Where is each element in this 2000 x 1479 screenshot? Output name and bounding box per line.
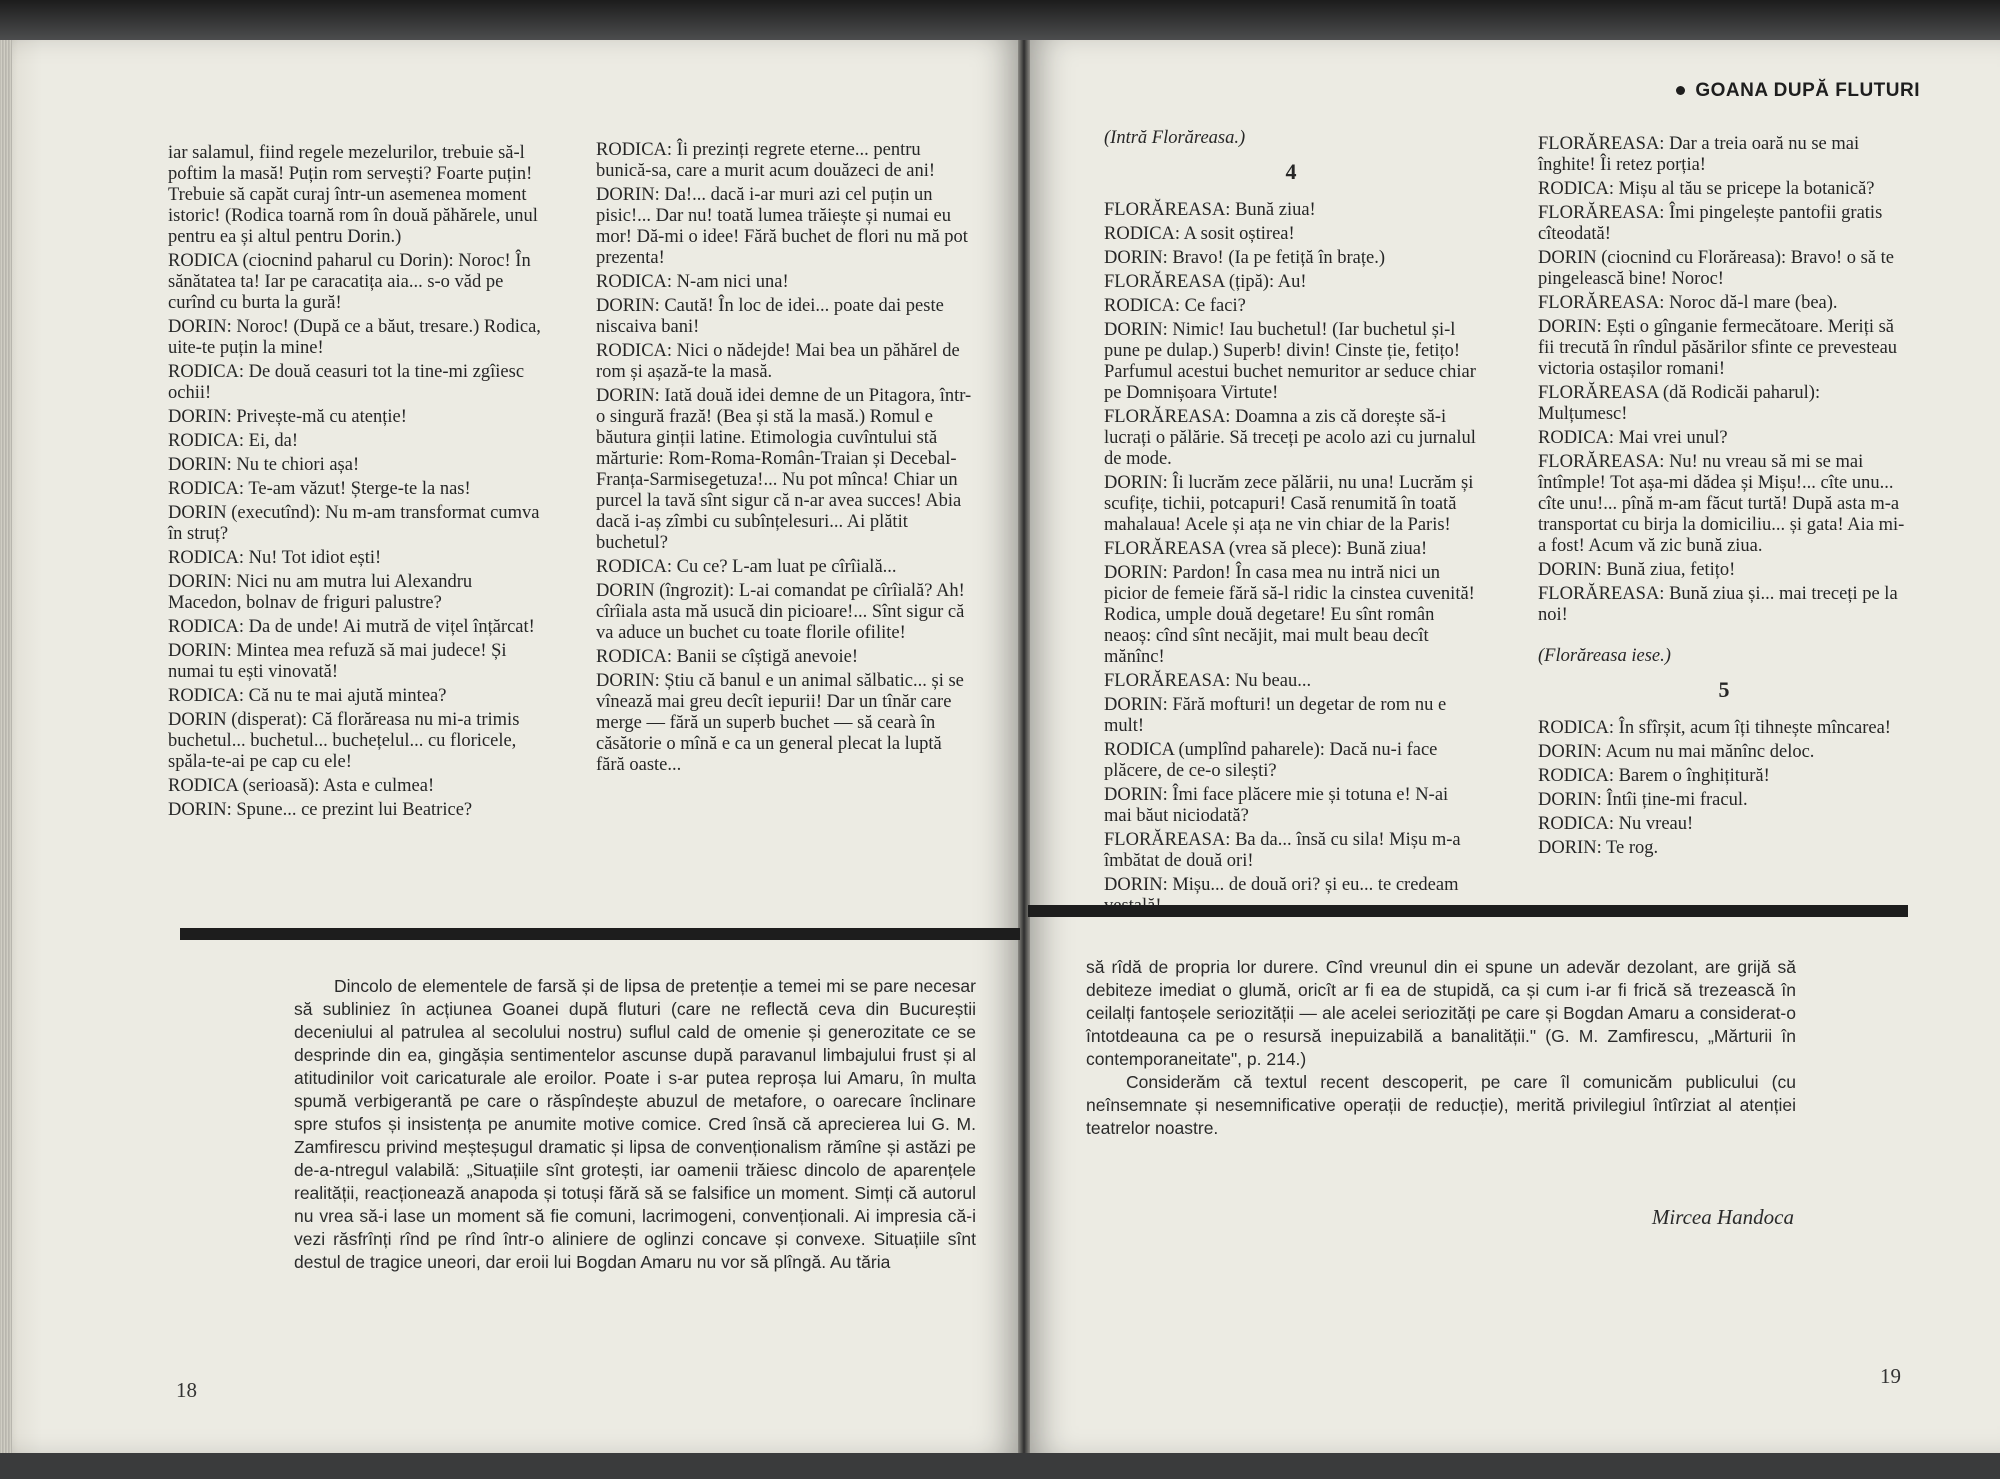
dialogue-line: DORIN: Îi lucrăm zece pălării, nu una! Lucrăm și scufițe, tichii, potcapuri! Casă renumită în toată mahalaua! Acele și ața ne vin chiar de la Paris! bbox=[1104, 473, 1474, 535]
dialogue-line: FLORĂREASA: Dar a treia oară nu se mai înghite! Îi retez porția! bbox=[1538, 134, 1860, 175]
dialogue-line: DORIN: Mișu... de două ori? și eu... te credeam bbox=[1104, 875, 1459, 895]
dialogue-line: FLORĂREASA (dă Rodicăi paharul): Mulțumesc! bbox=[1538, 383, 1821, 424]
left-page-column-1 bbox=[168, 143, 544, 824]
dialogue-line: RODICA (umplînd paharele): Dacă nu-i face plăcere, de ce-o silești? bbox=[1104, 740, 1438, 781]
essay-paragraph: să rîdă de propria lor durere. Cînd vreunul din ei spune un adevăr dezolant, are grijă să debiteze imediat o glumă, oricît ar fi ea de stupidă, ca și cum i-ar fi frică să trezească în ceilalți fantoșele seriozității — ale acelei seriozități pe care și Bogdan Amaru a considerat-o întotdeauna ca pe o resursă inepuizabilă a banalității." (G. M. Zamfirescu, „Mărturii în contemporaneitate", p. 214.) bbox=[1086, 957, 1796, 1069]
dialogue-line: DORIN: Privește-mă cu atenție! bbox=[168, 407, 407, 427]
scene-number: 5 bbox=[1718, 677, 1730, 702]
dialogue-line: DORIN: Spune... ce prezint lui Beatrice? bbox=[168, 800, 473, 820]
page-stack-edge bbox=[0, 40, 12, 1453]
dialogue-line: DORIN (executînd): Nu m-am transformat cumva în struț? bbox=[168, 503, 540, 544]
dialogue-line: RODICA: Nu vreau! bbox=[1538, 814, 1694, 834]
dialogue-line: FLORĂREASA: Bună ziua! bbox=[1104, 200, 1316, 220]
dialogue-line: RODICA: Mai vrei unul? bbox=[1538, 428, 1728, 448]
dialogue-line: DORIN: Îmi face plăcere mie și totuna e! N-ai mai băut niciodată? bbox=[1104, 785, 1449, 826]
essay-paragraph: Dincolo de elementele de farsă și de lipsa de pretenție a temei mi se pare necesar să subliniez în acțiunea Goanei după fluturi (care ne reflectă ceva din Bucureștii deceniului al patrulea al secolului nostru) suflul cald de omenie și generozitate ce se desprinde din ea, gingășia sentimentelor ascunse după paravanul limbajului frust și al atitudinilor voit caricaturale ale eroilor. Poate i s-ar putea reproșa lui Amaru, în multa spumă verbigerantă pe care o răspîndește abuzul de metafore, o oarecare înclinare spre stufos și insistența pe anumite motive comice. Cred însă că aprecierea lui G. M. Zamfirescu privind meșteșugul dramatic și lipsa de convenționalism rămîne și astăzi pe de-a-ntregul valabilă: „Situațiile sînt grotești, iar oamenii trăiesc dincolo de aparențele realității, reacționează anapoda și totuși fără să se falsifice un moment. Simți că autorul nu vrea să-i lase un moment să fie comuni, lacrimogeni, convenționali. Ai impresia că-i vezi răsfrînți rînd pe rînd într-o aliniere de oglinzi concave și convexe. Situațiile sînt destul de tragice uneori, dar eroii lui Bogdan Amaru nu vor să plîngă. Au tăria bbox=[294, 976, 976, 1272]
dialogue-line: DORIN: Ești o gînganie fermecătoare. Meriți să fii trecută în rîndul păsărilor sfinte ce prevesteau victoria ostașilor romani! bbox=[1538, 317, 1898, 379]
page-number-right: 19 bbox=[1880, 1364, 1901, 1388]
dialogue-line: DORIN: Caută! În loc de idei... poate dai peste niscaiva bani! bbox=[596, 296, 944, 337]
dialogue-line: DORIN (ciocnind cu Florăreasa): Bravo! o să te pingelească bine! Noroc! bbox=[1538, 248, 1895, 289]
dialogue-line: DORIN: Da!... dacă i-ar muri azi cel puțin un pisic!... Dar nu! toată lumea trăiește și numai eu mor! Dă-mi o idee! Fără buchet de flori nu mă pot prezenta! bbox=[596, 185, 968, 268]
dialogue-line: FLORĂREASA: Noroc dă-l mare (bea). bbox=[1538, 293, 1838, 313]
dialogue-line: FLORĂREASA: Îmi pingelește pantofii gratis cîteodată! bbox=[1538, 203, 1883, 244]
dialogue-line: RODICA: N-am nici una! bbox=[596, 272, 789, 292]
author-signature: Mircea Handoca bbox=[1651, 1205, 1794, 1229]
dialogue-line: DORIN: Nimic! Iau buchetul! (Iar buchetul și-l pune pe dulap.) Superb! divin! Cinste ție, fetițo! Parfumul acestui buchet nemuritor ar seduce chiar pe Domnișoara Virtute! bbox=[1104, 320, 1476, 403]
dialogue-line: FLORĂREASA (țipă): Au! bbox=[1104, 272, 1307, 292]
dialogue-line: DORIN: Fără mofturi! un degetar de rom nu e mult! bbox=[1104, 695, 1447, 736]
dialogue-line: RODICA: Cu ce? L-am luat pe cîrîială... bbox=[596, 557, 897, 577]
left-page-column-2 bbox=[596, 140, 972, 779]
dialogue-line: RODICA: Că nu te mai ajută mintea? bbox=[168, 686, 447, 706]
dialogue-line: DORIN: Știu că banul e un animal sălbatic... și se vînează mai greu decît iepurii! Dar un tînăr care merge — fără un superb buchet — să cearà în căsătorie o mînă e ca un general plecat la luptă fără oaste... bbox=[596, 671, 964, 775]
dialogue-line: DORIN: Pardon! În casa mea nu intră nici un picior de femeie fără să-l ridic la cinstea cuvenită! Rodica, umple două degetare! Eu sînt român neaoș: cînd sînt necăjit, mai mult beau decît mănînc! bbox=[1104, 563, 1475, 667]
running-header bbox=[1676, 80, 1920, 102]
dialogue-line: RODICA: Mișu al tău se pricepe la botanică? bbox=[1538, 179, 1875, 199]
stage-direction: (Florăreasa iese.) bbox=[1538, 646, 1671, 666]
dialogue-line: RODICA: Te-am văzut! Șterge-te la nas! bbox=[168, 479, 471, 499]
dialogue-line: DORIN: Întîi ține-mi fracul. bbox=[1538, 790, 1748, 810]
dialogue-line: FLORĂREASA: Nu! nu vreau să mi se mai întîmple! Tot așa-mi dădea și Mișu!... cîte unu... cîte unu!... pînă m-am făcut turtă! După asta m-a transportat cu birja la domiciliu... și gata! Aia mi-a fost! Acum vă zic bună ziua. bbox=[1538, 452, 1905, 556]
dialogue-line: RODICA (ciocnind paharul cu Dorin): Noroc! În sănătatea ta! Iar pe caracatița aia... s-o văd pe curînd cu burta la gură! bbox=[168, 251, 531, 313]
dialogue-line: RODICA (serioasă): Asta e culmea! bbox=[168, 776, 435, 796]
dialogue-line: DORIN: Bună ziua, fetițo! bbox=[1538, 560, 1736, 580]
dialogue-line: DORIN: Iată două idei demne de un Pitagora, într-o singură frază! (Bea și stă la masă.) Romul e băutura ginții latine. Etimologia cuvîntului stă mărturie: Rom-Roma-Român-Traian și Decebal-Franța-Sarmisegetuza!... Nu pot mînca! Chiar un purcel la tavă sînt sigur că n-ar avea succes! Abia dacă i-aș zîmbi cu subînțelesuri... Ai plătit buchetul? bbox=[596, 386, 972, 553]
running-header-title: GOANA DUPĂ FLUTURI bbox=[1695, 80, 1920, 101]
right-page-column-1 bbox=[1104, 128, 1478, 920]
dialogue-line: DORIN (îngrozit): L-ai comandat pe cîrîială? Ah! cîrîiala asta mă usucă din picioare!... Sînt sigur că va aduce un buchet cu toate florile ofilite! bbox=[596, 581, 965, 643]
dialogue-line: RODICA: A sosit oștirea! bbox=[1104, 224, 1295, 244]
dialogue-line: RODICA: Ei, da! bbox=[168, 431, 298, 451]
essay-left bbox=[294, 975, 976, 1274]
right-page-column-2 bbox=[1538, 134, 1910, 862]
essay-paragraph: Considerăm că textul recent descoperit, pe care îl comunicăm publicului (cu neînsemnate și nesemnificative operații de reducție), merită privilegiul întîrziat al atenției teatrelor noastre. bbox=[1086, 1072, 1796, 1138]
dialogue-line: DORIN: Bravo! (Ia pe fetiță în brațe.) bbox=[1104, 248, 1385, 268]
dialogue-line: RODICA: Banii se cîștigă anevoie! bbox=[596, 647, 859, 667]
dialogue-line: RODICA: De două ceasuri tot la tine-mi zgîiesc ochii! bbox=[168, 362, 525, 403]
dialogue-line: RODICA: Barem o înghițitură! bbox=[1538, 766, 1770, 786]
dialogue-line: DORIN: Nici nu am mutra lui Alexandru Macedon, bolnav de friguri palustre? bbox=[168, 572, 473, 613]
scene-number: 4 bbox=[1285, 159, 1297, 184]
dialogue-line: FLORĂREASA: Nu beau... bbox=[1104, 671, 1312, 691]
book-top-edge bbox=[0, 0, 2000, 40]
section-divider-left bbox=[180, 928, 1020, 940]
dialogue-line: DORIN (disperat): Că florăreasa nu mi-a trimis buchetul... buchetul... buchețelul... cu floricele, spăla-te-ai pe cap cu ele! bbox=[168, 710, 520, 772]
dialogue-line: DORIN: Nu te chiori așa! bbox=[168, 455, 360, 475]
page-number-left: 18 bbox=[176, 1378, 197, 1402]
essay-right bbox=[1086, 956, 1796, 1140]
dialogue-line: iar salamul, fiind regele mezelurilor, trebuie să-l poftim la masă! Puțin rom servești? Foarte puțin! Trebuie să capăt curaj într-un asemenea moment istoric! (Rodica toarnă rom în două păhărele, unul pentru ea și altul pentru Dorin.) bbox=[168, 143, 538, 247]
dialogue-line: RODICA: Nu! Tot idiot ești! bbox=[168, 548, 382, 568]
dialogue-line: DORIN: Mintea mea refuză să mai judece! Și numai tu ești vinovată! bbox=[168, 641, 507, 682]
dialogue-line: FLORĂREASA: Bună ziua și... mai treceți pe la noi! bbox=[1538, 584, 1898, 625]
stage-direction: (Intră Florăreasa.) bbox=[1104, 128, 1246, 148]
bullet-icon bbox=[1676, 86, 1685, 95]
dialogue-line: DORIN: Acum nu mai mănînc deloc. bbox=[1538, 742, 1815, 762]
section-divider-right bbox=[1028, 905, 1908, 917]
dialogue-line: DORIN: Noroc! (După ce a băut, tresare.) Rodica, uite-te puțin la mine! bbox=[168, 317, 541, 358]
dialogue-line: RODICA: În sfîrșit, acum îți tihnește mîncarea! bbox=[1538, 718, 1891, 738]
dialogue-line: FLORĂREASA: Doamna a zis că dorește să-i lucrați o pălărie. Să treceți pe acolo azi cu jurnalul de mode. bbox=[1104, 407, 1476, 469]
dialogue-line: RODICA: Îi prezinți regrete eterne... pentru bunică-sa, care a murit acum douăzeci de ani! bbox=[596, 140, 935, 181]
dialogue-line: RODICA: Da de unde! Ai mutră de vițel înțărcat! bbox=[168, 617, 535, 637]
dialogue-line: DORIN: Te rog. bbox=[1538, 838, 1659, 858]
dialogue-line: FLORĂREASA: Ba da... însă cu sila! Mișu m-a îmbătat de două ori! bbox=[1104, 830, 1461, 871]
dialogue-line: RODICA: Nici o nădejde! Mai bea un păhărel de rom și așază-te la masă. bbox=[596, 341, 960, 382]
dialogue-line: FLORĂREASA (vrea să plece): Bună ziua! bbox=[1104, 539, 1428, 559]
dialogue-line: RODICA: Ce faci? bbox=[1104, 296, 1246, 316]
book-gutter bbox=[1018, 40, 1030, 1453]
